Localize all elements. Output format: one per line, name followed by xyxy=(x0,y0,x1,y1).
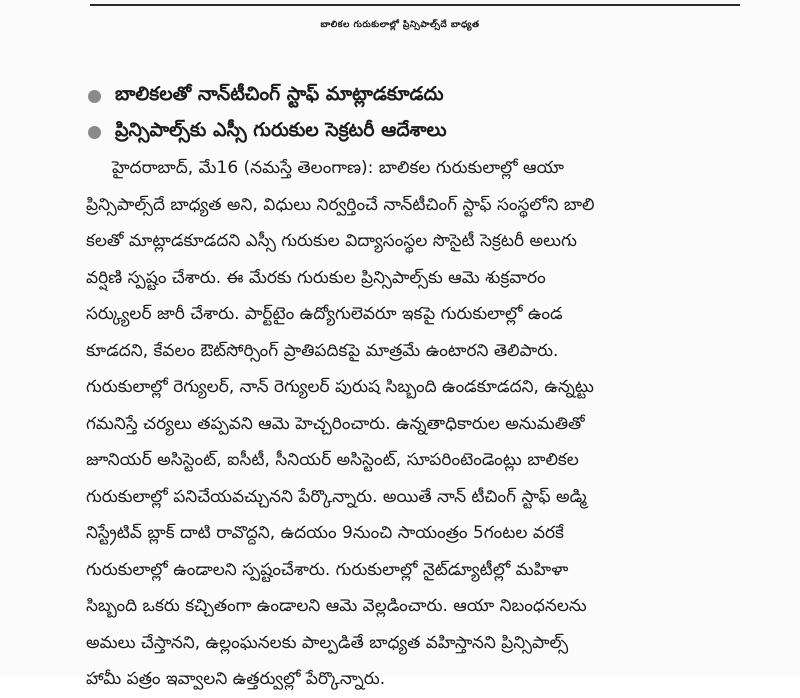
body-line: జూనియర్ అసిస్టెంట్, ఐసీటీ, సీనియర్ అసిస్టెంట్, సూపరింటెండెంట్లు బాలికల xyxy=(86,450,579,470)
subheading-item xyxy=(88,114,447,150)
body-line: నిస్ట్రేటివ్ బ్లాక్ దాటి రావొద్దని, ఉదయం 9నుంచి సాయంత్రం 5గంటల వరకే xyxy=(86,523,564,543)
body-line: సిబ్బంది ఒకరు కచ్చితంగా ఉండాలని ఆమె వెల్లడించారు. ఆయా నిబంధనలను xyxy=(86,596,587,616)
body-line: వర్షిణి స్పష్టం చేశారు. ఈ మేరకు గురుకుల ప్రిన్సిపాల్స్‌కు ఆమె శుక్రవారం xyxy=(86,267,546,288)
subheading-list xyxy=(88,78,447,150)
body-line: సర్క్యులర్ జారీ చేశారు. పార్ట్‌టైం ఉద్యోగులెవరూ ఇకపై గురుకులాల్లో ఉండ xyxy=(86,304,563,324)
body-line: కలతో మాట్లాడకూడదని ఎస్సీ గురుకుల విద్యాసంస్థల సొసైటీ సెక్రటరీ అలుగు xyxy=(86,231,577,251)
body-line: అమలు చేస్తానని, ఉల్లంఘనలకు పాల్పడితే బాధ్యత వహిస్తానని ప్రిన్సిపాల్స్ xyxy=(86,632,569,653)
bullet-dot-icon xyxy=(88,126,101,139)
bullet-dot-icon xyxy=(88,90,101,103)
body-line: గురుకులాల్లో ఉండాలని స్పష్టంచేశారు. గురుకులాల్లో నైట్‌డ్యూటీల్లో మహిళా xyxy=(86,559,569,580)
subheading-text: ప్రిన్సిపాల్స్‌కు ఎస్సీ గురుకుల సెక్రటరీ ఆదేశాలు xyxy=(115,118,447,141)
body-line: హైదరాబాద్, మే16 (నమస్తే తెలంగాణ): బాలికల గురుకులాల్లో ఆయా xyxy=(112,158,564,178)
body-line: గమనిస్తే చర్యలు తప్పవని ఆమె హెచ్చరించారు. ఉన్నతాధికారుల అనుమతితో xyxy=(86,413,585,434)
subheading-text: బాలికలతో నాన్‌టీచింగ్ స్టాఫ్ మాట్లాడకూడదు xyxy=(115,82,444,105)
body-line: కూడదని, కేవలం ఔట్‌సోర్సింగ్ ప్రాతిపదికపై మాత్రమే ఉంటారని తెలిపారు. xyxy=(86,340,559,361)
subheading-item xyxy=(88,78,447,114)
body-line: ప్రిన్సిపాల్స్‌దే బాధ్యత అని, విధులు నిర్వర్తించే నాన్‌టీచింగ్ స్టాఫ్ సంస్థలోని బాలి xyxy=(86,194,595,215)
body-line: గురుకులాల్లో పనిచేయవచ్చునని పేర్కొన్నారు. అయితే నాన్ టీచింగ్ స్టాఫ్ అడ్మి xyxy=(86,486,587,507)
top-rule xyxy=(90,4,740,6)
headline: బాలికల గురుకులాల్లో ప్రిన్సిపాల్స్‌దే బాధ్యత xyxy=(320,20,480,30)
body-line: గురుకులాల్లో రెగ్యులర్, నాన్ రెగ్యులర్ పురుష సిబ్బంది ఉండకూడదని, ఉన్నట్టు xyxy=(86,377,594,397)
article-body xyxy=(86,150,762,698)
body-line: హామీ పత్రం ఇవ్వాలని ఉత్తర్వుల్లో పేర్కొన్నారు. xyxy=(86,669,386,689)
